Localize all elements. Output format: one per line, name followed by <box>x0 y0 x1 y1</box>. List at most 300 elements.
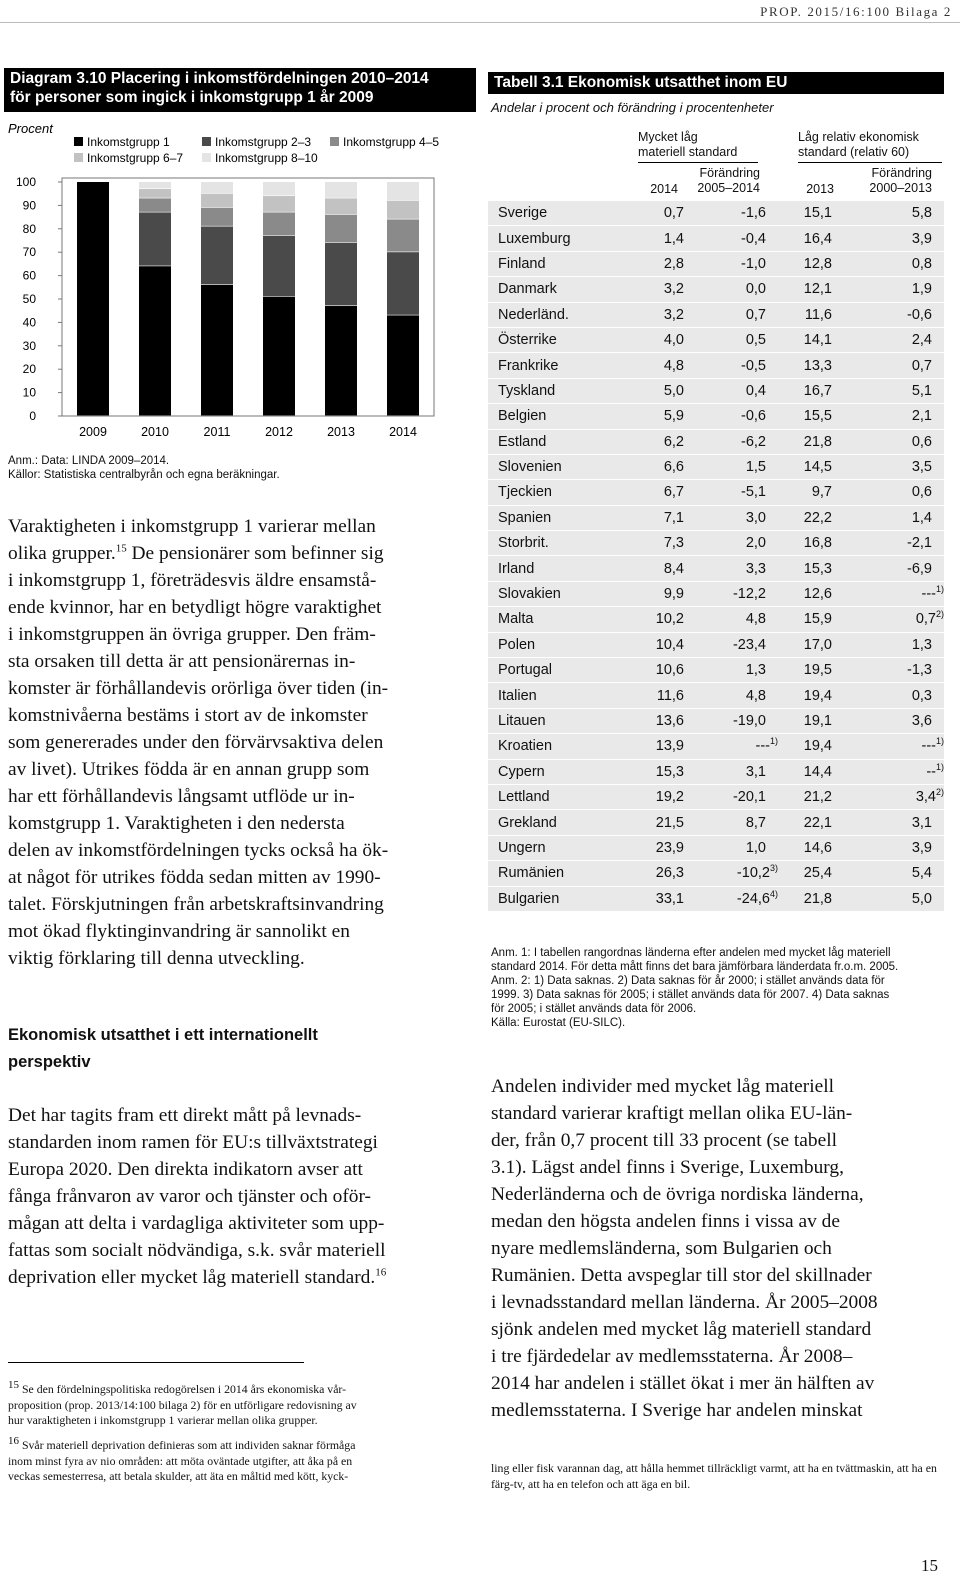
header-line: 2000–2013 <box>869 181 932 195</box>
cell-text: Österrike <box>498 332 557 349</box>
diagram-note: Anm.: Data: LINDA 2009–2014. <box>8 455 170 467</box>
text-line: i inkomstgruppen än övriga grupper. Den främ- <box>8 624 376 645</box>
text-line: medlemsstaterna. I Sverige har andelen minskat <box>491 1400 863 1421</box>
cell-text: 17,0 <box>803 636 832 653</box>
cell-text: 5,8 <box>911 205 932 222</box>
cell-text: --- <box>921 738 936 755</box>
text-line <box>8 1435 458 1454</box>
table-row <box>488 302 944 327</box>
cell-text: 21,8 <box>803 890 832 907</box>
cell-text: Malta <box>498 611 534 628</box>
bar-segment <box>263 236 295 296</box>
cell-text: -6,2 <box>741 433 766 450</box>
col-header-2013: 2013 <box>806 182 834 196</box>
change-2005-2014-cell <box>696 759 778 784</box>
cell-text: 1,3 <box>745 662 766 679</box>
change-2000-2013-cell <box>842 886 944 911</box>
col-header-change-2 <box>858 166 932 196</box>
text-fragment: deprivation eller mycket låg materiell standard. <box>8 1267 376 1288</box>
cell-text: -2,1 <box>907 535 932 552</box>
cell-text: 21,2 <box>803 789 832 806</box>
text-line: sjönk andelen med mycket låg materiell standard <box>491 1319 872 1340</box>
diagram-source: Källor: Statistiska centralbyrån och egna beräkningar. <box>8 469 280 481</box>
header-rule <box>0 22 960 23</box>
change-2000-2013-cell <box>842 784 944 809</box>
cell-text: -20,1 <box>732 789 766 806</box>
value-2013-cell <box>778 454 842 479</box>
cell-note-marker: 1) <box>935 584 944 595</box>
cell-text: 2,1 <box>911 408 932 425</box>
cell-text: 15,3 <box>803 560 832 577</box>
bar-segment <box>325 198 357 214</box>
cell-text: -10,2 <box>736 865 770 882</box>
x-tick-label: 2011 <box>203 425 231 439</box>
note-line: 1999. 3) Data saknas för 2005; i stället används data för 2007. 4) Data saknas <box>491 989 890 1001</box>
table-row <box>488 226 944 251</box>
cell-text: Estland <box>498 433 547 450</box>
cell-text: 19,2 <box>655 789 684 806</box>
footnote-ref-16[interactable]: 16 <box>375 1266 387 1279</box>
cell-text: 2,0 <box>745 535 766 552</box>
cell-text: 3,0 <box>745 509 766 526</box>
value-2013-cell <box>778 353 842 378</box>
value-2014-cell <box>628 784 696 809</box>
value-2014-cell <box>628 683 696 708</box>
country-cell <box>488 810 628 835</box>
bar-segment <box>387 315 419 415</box>
text-line: Rumänien. Detta avspeglar till stor del skillnader <box>491 1265 872 1286</box>
text-line: talet. Förskjutningen från arbetskraftsinvandring <box>8 894 384 915</box>
table-row <box>488 429 944 454</box>
value-2013-cell <box>778 581 842 606</box>
table-row <box>488 353 944 378</box>
cell-text: 21,5 <box>655 814 684 831</box>
section-heading <box>8 1022 456 1076</box>
legend-label: Inkomstgrupp 6–7 <box>87 151 184 165</box>
cell-text: Kroatien <box>498 738 553 755</box>
text-line: at något för utrikes födda sedan mitten av 1990- <box>8 867 381 888</box>
diagram-title-line2: för personer som ingick i inkomstgrupp 1 år 2009 <box>10 89 374 106</box>
header-line: Förändring <box>871 166 932 180</box>
value-2014-cell <box>628 658 696 683</box>
cell-text: --- <box>921 586 936 603</box>
text-line: standarden inom ramen för EU:s tillväxtstrategi <box>8 1132 378 1153</box>
value-2014-cell <box>628 378 696 403</box>
cell-text: Spanien <box>498 509 552 526</box>
value-2014-cell <box>628 632 696 657</box>
value-2014-cell <box>628 607 696 632</box>
text-fragment: Svår materiell deprivation definieras som att individen saknar förmåga <box>19 1438 356 1452</box>
cell-note-marker: 1) <box>935 736 944 747</box>
cell-text: 3,9 <box>911 230 932 247</box>
value-2013-cell <box>778 810 842 835</box>
change-2000-2013-cell <box>842 251 944 276</box>
cell-text: -19,0 <box>732 713 766 729</box>
value-2013-cell <box>778 327 842 352</box>
text-line: veckas semesterresa, att betala skulder, att äta en måltid med kött, kyck- <box>8 1469 349 1483</box>
legend-swatch <box>202 153 211 162</box>
change-2005-2014-cell <box>696 886 778 911</box>
cell-text: 33,1 <box>655 890 684 907</box>
change-2005-2014-cell <box>696 683 778 708</box>
y-tick-label: 100 <box>15 175 36 189</box>
change-2000-2013-cell <box>842 708 944 733</box>
value-2014-cell <box>628 581 696 606</box>
cell-text: 2,4 <box>911 332 932 349</box>
country-cell <box>488 784 628 809</box>
text-line: Varaktigheten i inkomstgrupp 1 varierar mellan <box>8 516 376 537</box>
cell-text: 0,7 <box>911 357 932 374</box>
value-2014-cell <box>628 251 696 276</box>
cell-text: 8,7 <box>745 814 766 831</box>
note-line: Anm. 2: 1) Data saknas. 2) Data saknas för år 2000; i stället används data för <box>491 975 885 987</box>
cell-text: 4,8 <box>745 611 766 628</box>
y-tick-label: 90 <box>22 198 36 213</box>
change-2000-2013-cell <box>842 302 944 327</box>
y-tick-label: 80 <box>22 221 36 236</box>
bar-segment <box>263 196 295 212</box>
cell-text: 3,2 <box>663 281 684 298</box>
bar-segment <box>387 219 419 251</box>
cell-text: 14,4 <box>803 763 832 780</box>
text-line: proposition (prop. 2013/14:100 bilaga 2) för en utförligare redovisning av <box>8 1397 357 1412</box>
bar-segment <box>387 252 419 315</box>
text-line: standard varierar kraftigt mellan olika EU-län- <box>491 1103 853 1124</box>
cell-text: -5,1 <box>741 484 766 501</box>
table-row <box>488 480 944 505</box>
running-header: PROP. 2015/16:100 Bilaga 2 <box>760 4 952 19</box>
change-2005-2014-cell <box>696 226 778 251</box>
table-row <box>488 886 944 911</box>
cell-text: Tyskland <box>498 382 556 399</box>
cell-text: Italien <box>498 687 537 704</box>
table-row <box>488 251 944 276</box>
cell-text: 1,4 <box>663 230 684 247</box>
cell-text: 0,6 <box>911 433 932 450</box>
cell-text: 25,4 <box>803 865 832 882</box>
cell-note-marker: 2) <box>935 787 944 798</box>
cell-note-marker: 2) <box>935 609 944 620</box>
heading-line: perspektiv <box>8 1053 91 1071</box>
cell-text: 16,7 <box>803 382 832 399</box>
value-2013-cell <box>778 302 842 327</box>
change-2000-2013-cell <box>842 581 944 606</box>
change-2005-2014-cell <box>696 784 778 809</box>
table-row <box>488 404 944 429</box>
cell-text: -1,0 <box>741 255 766 272</box>
cell-text: 0,7 <box>915 611 936 628</box>
value-2014-cell <box>628 302 696 327</box>
legend-swatch <box>74 137 83 146</box>
change-2005-2014-cell <box>696 632 778 657</box>
cell-text: --- <box>755 738 770 755</box>
y-tick-label: 70 <box>22 245 36 260</box>
cell-text: 8,4 <box>663 560 684 577</box>
text-line: mågan att delta i vardagliga aktiviteter som upp- <box>8 1213 385 1234</box>
text-fragment: De pensionärer som befinner sig <box>126 543 384 564</box>
legend-swatch <box>202 137 211 146</box>
cell-text: 23,9 <box>655 839 684 856</box>
cell-text: 1,3 <box>911 636 932 653</box>
cell-text: 7,3 <box>663 535 684 552</box>
cell-text: -0,4 <box>741 230 766 247</box>
country-cell <box>488 632 628 657</box>
cell-text: Finland <box>498 255 546 272</box>
cell-text: 4,8 <box>663 357 684 374</box>
cell-text: Belgien <box>498 408 547 425</box>
footnote-rule <box>8 1362 304 1363</box>
change-2005-2014-cell <box>696 302 778 327</box>
bar-segment <box>201 285 233 415</box>
table-row <box>488 556 944 581</box>
change-2005-2014-cell <box>696 378 778 403</box>
value-2013-cell <box>778 886 842 911</box>
bar-segment <box>325 215 357 242</box>
cell-text: Slovakien <box>498 586 561 603</box>
bar-segment <box>325 182 357 198</box>
text-line: av livet). Utrikes födda är en annan grupp som <box>8 759 370 780</box>
cell-text: 6,6 <box>663 459 684 476</box>
cell-text: Cypern <box>498 763 545 780</box>
text-line: medan den högsta andelen finns i vissa av de <box>491 1211 840 1232</box>
y-tick-label: 10 <box>22 385 36 400</box>
table-row <box>488 454 944 479</box>
x-tick-label: 2010 <box>141 425 169 439</box>
cell-text: -12,2 <box>732 586 766 603</box>
value-2014-cell <box>628 277 696 302</box>
value-2013-cell <box>778 759 842 784</box>
table-row <box>488 810 944 835</box>
change-2000-2013-cell <box>842 835 944 860</box>
value-2013-cell <box>778 404 842 429</box>
cell-text: 14,1 <box>803 332 832 349</box>
cell-text: 2,8 <box>663 255 684 272</box>
change-2005-2014-cell <box>696 404 778 429</box>
country-cell <box>488 201 628 226</box>
change-2000-2013-cell <box>842 556 944 581</box>
cell-text: Grekland <box>498 814 557 831</box>
country-cell <box>488 302 628 327</box>
cell-text: 1,0 <box>745 839 766 856</box>
value-2013-cell <box>778 708 842 733</box>
text-line: 2014 har andelen i stället ökat i mer än hälften av <box>491 1373 875 1394</box>
bar-segment <box>387 201 419 219</box>
x-tick-label: 2012 <box>265 425 293 439</box>
table-row <box>488 683 944 708</box>
bar-segment <box>201 182 233 193</box>
cell-text: 9,9 <box>663 586 684 603</box>
change-2000-2013-cell <box>842 277 944 302</box>
cell-text: 3,9 <box>911 839 932 856</box>
cell-text: 16,8 <box>803 535 832 552</box>
change-2000-2013-cell <box>842 480 944 505</box>
table-row <box>488 759 944 784</box>
change-2000-2013-cell <box>842 378 944 403</box>
change-2000-2013-cell <box>842 810 944 835</box>
text-line: komster är förhållandevis orörliga över tiden (in- <box>8 678 389 699</box>
value-2013-cell <box>778 658 842 683</box>
cell-text: 16,4 <box>803 230 832 247</box>
country-cell <box>488 861 628 886</box>
table-row <box>488 835 944 860</box>
cell-text: 12,1 <box>803 281 832 298</box>
cell-text: 21,8 <box>803 433 832 450</box>
cell-text: Tjeckien <box>498 484 552 501</box>
value-2013-cell <box>778 632 842 657</box>
col-header-2014: 2014 <box>650 182 678 196</box>
change-2000-2013-cell <box>842 734 944 759</box>
country-cell <box>488 454 628 479</box>
cell-text: 15,5 <box>803 408 832 425</box>
value-2014-cell <box>628 201 696 226</box>
table-row <box>488 531 944 556</box>
cell-text: 4,0 <box>663 332 684 349</box>
text-line: Det har tagits fram ett direkt mått på levnads- <box>8 1105 362 1126</box>
text-line: har ett förhållandevis långsamt utflöde ur in- <box>8 786 355 807</box>
value-2014-cell <box>628 327 696 352</box>
bar-segment <box>139 212 171 265</box>
table-note <box>491 946 943 1030</box>
value-2013-cell <box>778 378 842 403</box>
cell-note-marker: 3) <box>769 863 778 874</box>
cell-text: 14,6 <box>803 839 832 856</box>
cell-note-marker: 1) <box>935 761 944 772</box>
bar-segment <box>77 182 109 415</box>
cell-text: 3,1 <box>745 763 766 780</box>
table-row <box>488 581 944 606</box>
header-line: 2005–2014 <box>697 181 760 195</box>
cell-text: -6,9 <box>907 560 932 577</box>
text-line: hur varaktigheten i inkomstgrupp 1 varierar mellan olika grupper. <box>8 1413 318 1427</box>
cell-text: 3,6 <box>911 713 932 729</box>
value-2014-cell <box>628 226 696 251</box>
note-line: Källa: Eurostat (EU-SILC). <box>491 1017 626 1029</box>
cell-text: 0,8 <box>911 255 932 272</box>
text-line: fånga frånvaron av varor och tjänster och oför- <box>8 1186 372 1207</box>
cell-text: 5,4 <box>911 865 932 882</box>
table-row <box>488 607 944 632</box>
value-2014-cell <box>628 810 696 835</box>
bar-segment <box>201 194 233 207</box>
data-table <box>488 201 944 912</box>
y-tick-label: 40 <box>22 315 36 330</box>
cell-text: Ungern <box>498 839 546 856</box>
cell-text: -- <box>926 763 936 780</box>
left-paragraph-2 <box>8 1102 456 1291</box>
value-2014-cell <box>628 886 696 911</box>
change-2005-2014-cell <box>696 277 778 302</box>
country-cell <box>488 658 628 683</box>
change-2000-2013-cell <box>842 759 944 784</box>
change-2005-2014-cell <box>696 810 778 835</box>
table-row <box>488 505 944 530</box>
text-line: der, från 0,7 procent till 33 procent (se tabell <box>491 1130 837 1151</box>
change-2005-2014-cell <box>696 708 778 733</box>
cell-text: 10,6 <box>655 662 684 679</box>
cell-text: 7,1 <box>663 509 684 526</box>
cell-text: -24,6 <box>736 890 770 907</box>
cell-text: 5,0 <box>663 382 684 399</box>
cell-text: 3,5 <box>911 459 932 476</box>
change-2000-2013-cell <box>842 327 944 352</box>
right-paragraph <box>491 1073 941 1424</box>
country-cell <box>488 505 628 530</box>
value-2014-cell <box>628 835 696 860</box>
cell-text: 3,1 <box>911 814 932 831</box>
bar-segment <box>139 189 171 198</box>
country-cell <box>488 378 628 403</box>
cell-text: 9,7 <box>811 484 832 501</box>
value-2013-cell <box>778 784 842 809</box>
cell-text: Frankrike <box>498 357 559 374</box>
cell-text: 0,3 <box>911 687 932 704</box>
footnote-ref-15[interactable]: 15 <box>115 542 127 555</box>
change-2000-2013-cell <box>842 658 944 683</box>
note-line: Anm. 1: I tabellen rangordnas länderna efter andelen med mycket låg materiell <box>491 947 891 959</box>
cell-text: Storbrit. <box>498 535 549 552</box>
text-line: i tre fjärdedelar av medlemsstaterna. År 2008– <box>491 1346 853 1367</box>
change-2005-2014-cell <box>696 429 778 454</box>
cell-text: Nederländ. <box>498 306 569 323</box>
bar-segment <box>263 182 295 195</box>
country-cell <box>488 683 628 708</box>
page-number: 15 <box>921 1556 938 1575</box>
value-2014-cell <box>628 505 696 530</box>
table-row <box>488 327 944 352</box>
country-cell <box>488 226 628 251</box>
text-line: 3.1). Lägst andel finns i Sverige, Luxemburg, <box>491 1157 844 1178</box>
country-cell <box>488 835 628 860</box>
cell-text: Sverige <box>498 205 548 222</box>
cell-note-marker: 1) <box>769 736 778 747</box>
value-2013-cell <box>778 734 842 759</box>
x-tick-label: 2014 <box>389 425 417 439</box>
change-2005-2014-cell <box>696 251 778 276</box>
bar-segment <box>201 208 233 226</box>
text-line <box>8 1379 458 1398</box>
footnote-16-continued: ling eller fisk varannan dag, att hålla hemmet tillräckligt varmt, att ha en tvättmaskin, att ha en färg-tv, att ha en telefon och att äga en bil. <box>491 1461 937 1491</box>
text-line: fattas som socialt nödvändiga, s.k. svår materiell <box>8 1240 386 1261</box>
cell-text: 10,2 <box>655 611 684 628</box>
cell-text: Slovenien <box>498 459 562 476</box>
cell-text: 19,5 <box>803 662 832 679</box>
chart-bars <box>77 182 419 415</box>
cell-text: 10,4 <box>655 636 684 653</box>
cell-text: 13,9 <box>655 738 684 755</box>
value-2013-cell <box>778 861 842 886</box>
table-row <box>488 708 944 733</box>
group-rule-1 <box>638 162 758 163</box>
cell-text: -1,3 <box>907 662 932 679</box>
cell-text: 15,9 <box>803 611 832 628</box>
text-line: i levnadsstandard mellan länderna. År 2005–2008 <box>491 1292 878 1313</box>
text-line: sta orsaken till detta är att pensionärernas in- <box>8 651 356 672</box>
change-2000-2013-cell <box>842 201 944 226</box>
cell-text: Luxemburg <box>498 230 571 247</box>
country-cell <box>488 708 628 733</box>
cell-note-marker: 4) <box>769 888 778 899</box>
cell-text: Rumänien <box>498 865 565 882</box>
x-tick-label: 2013 <box>327 425 355 439</box>
legend-label: Inkomstgrupp 8–10 <box>215 151 318 165</box>
text-line: ende kvinnor, har en betydligt högre varaktighet <box>8 597 382 618</box>
bar-segment <box>325 243 357 306</box>
change-2005-2014-cell <box>696 861 778 886</box>
cell-text: Polen <box>498 636 536 653</box>
change-2000-2013-cell <box>842 683 944 708</box>
country-cell <box>488 886 628 911</box>
y-axis-label: Procent <box>8 121 53 136</box>
